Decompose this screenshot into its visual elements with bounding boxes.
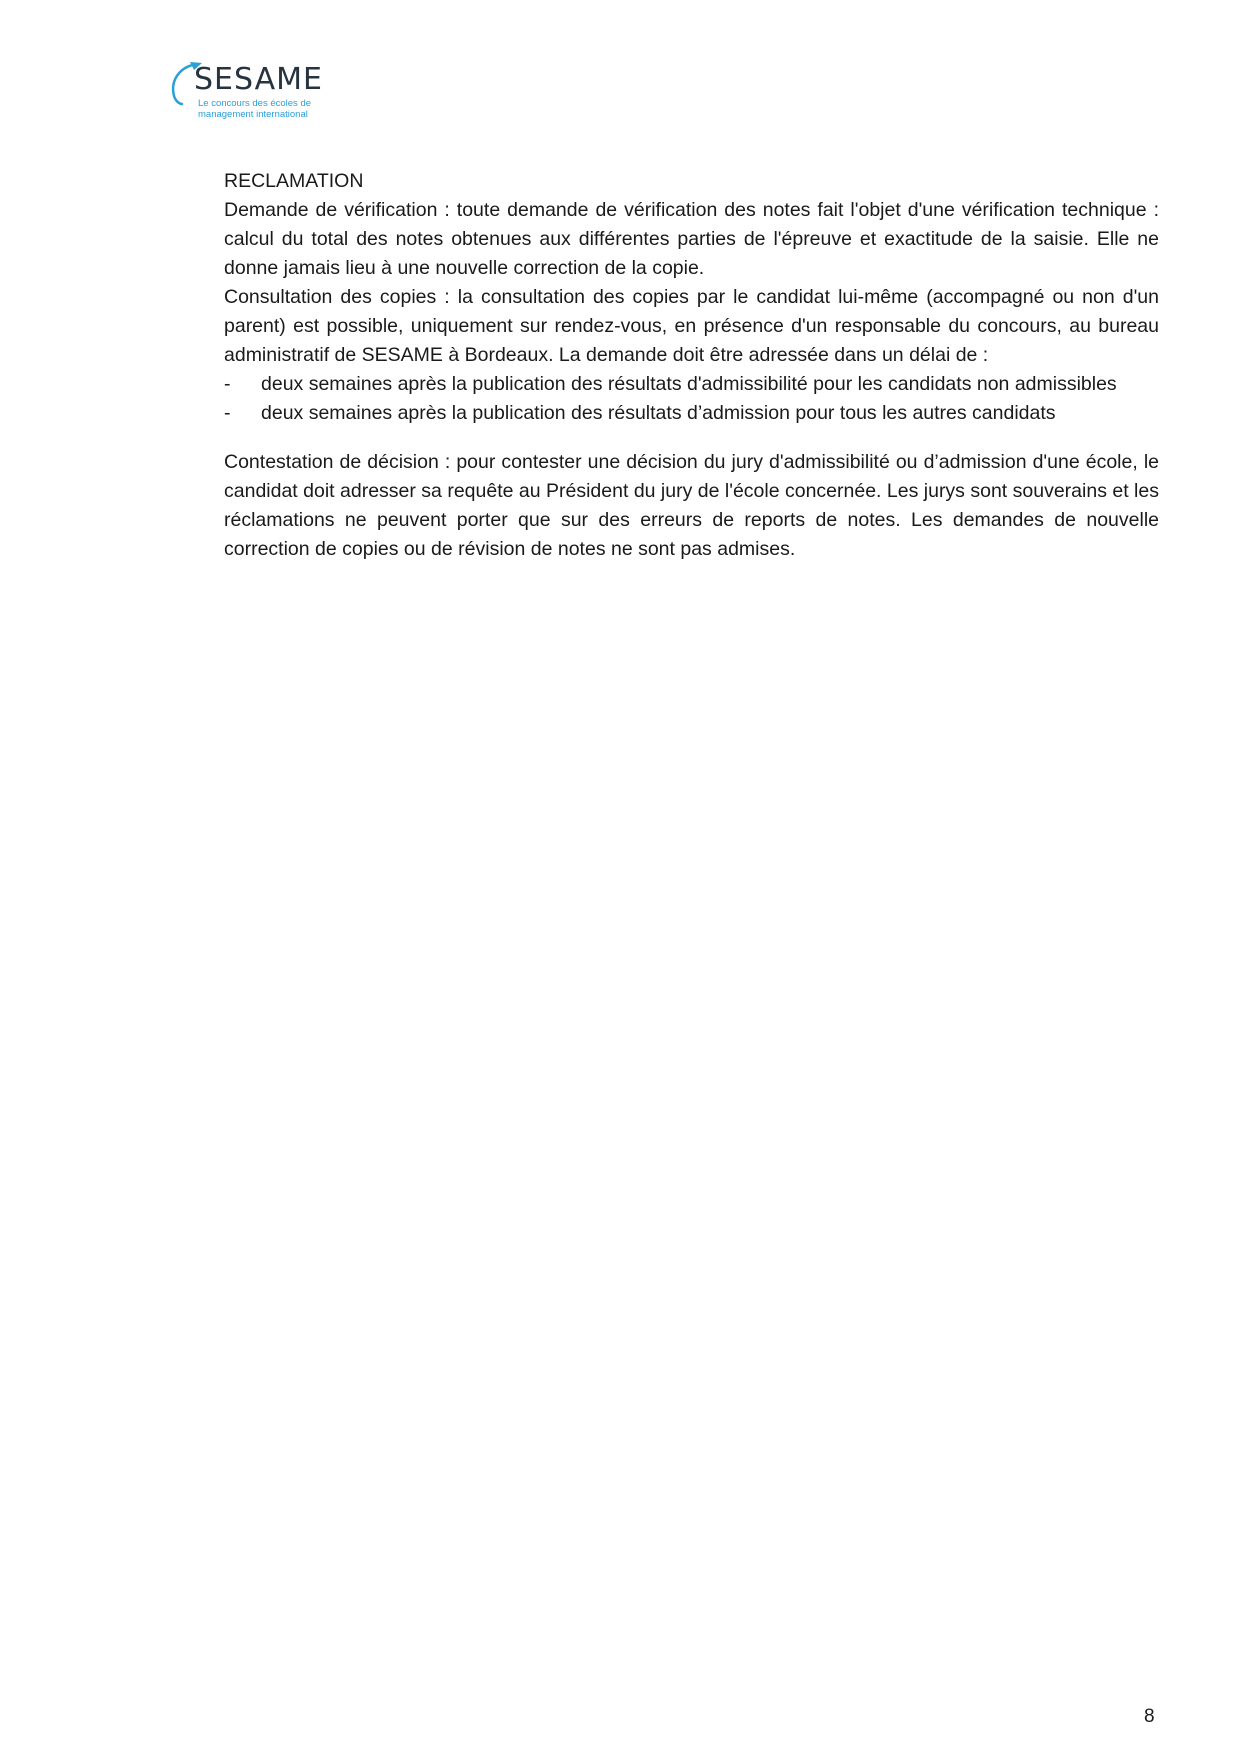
logo-tagline [198, 98, 348, 120]
contestation-paragraph: Contestation de décision : pour contester une décision du jury d'admissibilité ou d’admission d'une école, le candidat doit adresser sa requête au Président du jury de l'école concernée. Les jurys sont souverains et les réclamations ne peuvent porter que sur des erreurs de reports de notes. Les demandes de nouvelle correction de copies ou de révision de notes ne sont pas admises. [224, 451, 1159, 560]
bullet-dash: - [224, 402, 231, 424]
paragraph-spacer [224, 428, 1159, 448]
logo-wordmark: SESAME [194, 62, 323, 97]
list-item [224, 370, 1159, 399]
sesame-logo [168, 60, 343, 125]
section-heading: RECLAMATION [224, 170, 364, 192]
document-body [224, 167, 1159, 564]
list-item [224, 399, 1159, 428]
logo-tagline-line1: Le concours des écoles de [198, 98, 312, 109]
verification-paragraph: Demande de vérification : toute demande de vérification des notes fait l'objet d'une vérification technique : calcul du total des notes obtenues aux différentes parties de l'épreuve et exactitude de la saisie. Elle ne donne jamais lieu à une nouvelle correction de la copie. [224, 199, 1159, 279]
list-item-text: deux semaines après la publication des résultats d'admissibilité pour les candidats non admissibles [261, 373, 1117, 395]
bullet-dash: - [224, 373, 231, 395]
deadline-list [224, 370, 1159, 428]
logo-tagline-line2: management international [198, 109, 308, 120]
consultation-paragraph: Consultation des copies : la consultation des copies par le candidat lui-même (accompagné ou non d'un parent) est possible, uniquement sur rendez-vous, en présence d'un responsable du concours, au bureau administratif de SESAME à Bordeaux. La demande doit être adressée dans un délai de : [224, 286, 1159, 366]
list-item-text: deux semaines après la publication des résultats d’admission pour tous les autres candidats [261, 402, 1056, 424]
page-number: 8 [1144, 1706, 1155, 1727]
